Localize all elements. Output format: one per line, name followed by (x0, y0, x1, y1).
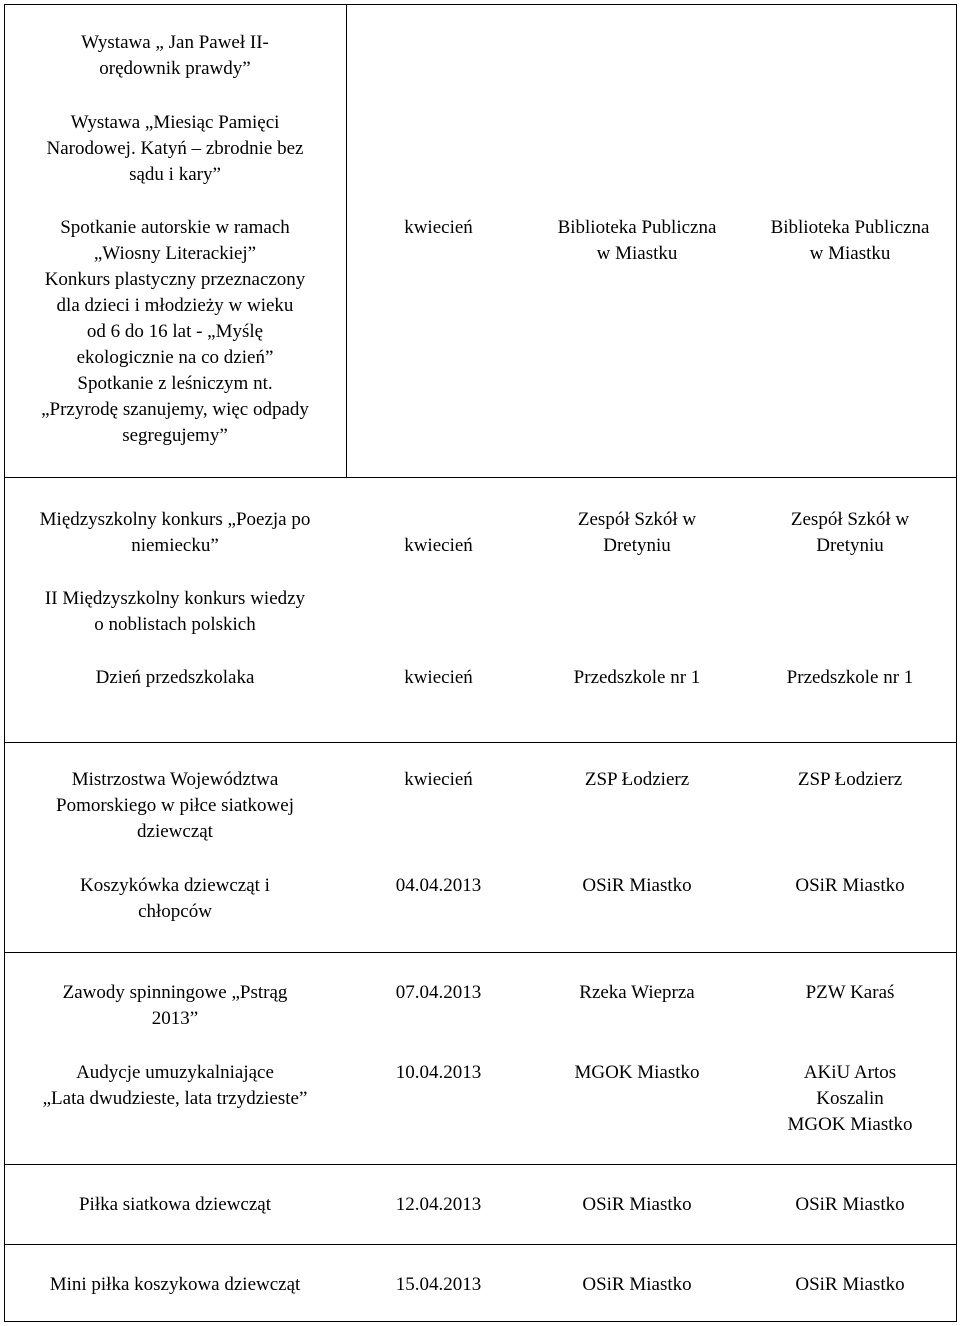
event-line: Audycje umuzykalniające (76, 1062, 274, 1083)
date-text: 04.04.2013 (395, 875, 482, 896)
date-cell (347, 767, 530, 793)
event-line: Mini piłka koszykowa dziewcząt (49, 1274, 301, 1295)
date-text: 10.04.2013 (395, 1062, 482, 1083)
event-line: „Wiosny Literackiej” (93, 243, 257, 264)
event-line: Piłka siatkowa dziewcząt (78, 1194, 272, 1215)
place-cell (531, 1272, 743, 1298)
event-line: Międzyszkolny konkurs „Poezja po (39, 509, 311, 530)
organizer-line: PZW Karaś (805, 982, 895, 1003)
event-line: sądu i kary” (129, 164, 221, 185)
row-divider (4, 952, 957, 953)
event-cell (5, 980, 345, 1032)
event-cell (5, 767, 345, 845)
event-line: niemiecku” (131, 535, 219, 556)
event-line: Dzień przedszkolaka (95, 667, 255, 688)
event-line: II Międzyszkolny konkurs wiedzy (44, 588, 306, 609)
event-cell (5, 665, 345, 691)
place-line: OSiR Miastko (582, 875, 692, 896)
date-cell (347, 533, 530, 559)
table-border-top (4, 4, 957, 5)
organizer-line: OSiR Miastko (795, 875, 905, 896)
place-cell (531, 1060, 743, 1086)
date-cell (347, 980, 530, 1006)
organizer-cell (744, 767, 956, 793)
row-divider (4, 477, 957, 478)
organizer-line: w Miastku (809, 243, 891, 264)
organizer-cell (744, 665, 956, 691)
organizer-cell (744, 980, 956, 1006)
place-line: OSiR Miastko (582, 1194, 692, 1215)
organizer-line: Biblioteka Publiczna (770, 217, 930, 238)
event-cell (5, 30, 345, 82)
place-cell (531, 215, 743, 267)
event-line: „Przyrodę szanujemy, więc odpady (41, 399, 309, 420)
date-text: 12.04.2013 (395, 1194, 482, 1215)
event-line: Konkurs plastyczny przeznaczony (44, 269, 306, 290)
organizer-cell (744, 1272, 956, 1298)
place-line: ZSP Łodzierz (584, 769, 690, 790)
place-cell (531, 980, 743, 1006)
table-border-right (956, 4, 957, 1322)
place-cell (531, 507, 743, 559)
event-line: chłopców (138, 901, 212, 922)
event-line: o noblistach polskich (94, 614, 256, 635)
organizer-line: OSiR Miastko (795, 1194, 905, 1215)
row-divider (4, 742, 957, 743)
date-cell (347, 1060, 530, 1086)
organizer-line: OSiR Miastko (795, 1274, 905, 1295)
date-text: 07.04.2013 (395, 982, 482, 1003)
place-cell (531, 1192, 743, 1218)
place-line: Dretyniu (603, 535, 671, 556)
place-cell (531, 767, 743, 793)
organizer-line: ZSP Łodzierz (797, 769, 903, 790)
organizer-line: MGOK Miastko (787, 1114, 913, 1135)
organizer-cell (744, 507, 956, 559)
event-line: Koszykówka dziewcząt i (80, 875, 270, 896)
organizer-cell (744, 1192, 956, 1218)
event-line: Spotkanie autorskie w ramach (60, 217, 290, 238)
event-line: orędownik prawdy” (99, 58, 251, 79)
event-line: Mistrzostwa Województwa (71, 769, 279, 790)
date-text: kwiecień (404, 535, 473, 556)
place-line: Rzeka Wieprza (579, 982, 695, 1003)
event-line: 2013” (151, 1008, 199, 1029)
event-cell (5, 215, 345, 449)
place-line: Zespół Szkół w (577, 509, 697, 530)
organizer-cell (744, 1060, 956, 1138)
date-cell (347, 1272, 530, 1298)
date-cell (347, 1192, 530, 1218)
organizer-line: AKiU Artos (803, 1062, 897, 1083)
date-text: kwiecień (404, 667, 473, 688)
place-line: MGOK Miastko (574, 1062, 700, 1083)
event-cell (5, 1192, 345, 1218)
table-border-bottom (4, 1321, 957, 1322)
date-cell (347, 665, 530, 691)
organizer-cell (744, 215, 956, 267)
event-line: Zawody spinningowe „Pstrąg (62, 982, 288, 1003)
organizer-line: Koszalin (816, 1088, 884, 1109)
event-line: Spotkanie z leśniczym nt. (77, 373, 273, 394)
organizer-line: Zespół Szkół w (790, 509, 910, 530)
place-cell (531, 873, 743, 899)
event-line: ekologicznie na co dzień” (76, 347, 274, 368)
event-line: segregujemy” (122, 425, 228, 446)
event-line: Wystawa „Miesiąc Pamięci (70, 112, 280, 133)
event-line: Wystawa „ Jan Paweł II- (81, 32, 269, 53)
date-text: kwiecień (404, 769, 473, 790)
row-divider (4, 1244, 957, 1245)
date-text: 15.04.2013 (395, 1274, 482, 1295)
organizer-cell (744, 873, 956, 899)
event-line: dziewcząt (137, 821, 213, 842)
organizer-line: Przedszkole nr 1 (786, 667, 914, 688)
place-cell (531, 665, 743, 691)
event-cell (5, 586, 345, 638)
place-line: w Miastku (596, 243, 678, 264)
place-line: Biblioteka Publiczna (557, 217, 717, 238)
date-cell (347, 215, 530, 241)
date-cell (347, 873, 530, 899)
event-line: od 6 do 16 lat - „Myślę (86, 321, 264, 342)
date-text: kwiecień (404, 217, 473, 238)
table-border-left (4, 4, 5, 1322)
organizer-line: Dretyniu (816, 535, 884, 556)
event-cell (5, 1272, 345, 1298)
event-cell (5, 873, 345, 925)
place-line: OSiR Miastko (582, 1274, 692, 1295)
event-line: dla dzieci i młodzieży w wieku (56, 295, 294, 316)
event-cell (5, 110, 345, 188)
place-line: Przedszkole nr 1 (573, 667, 701, 688)
event-cell (5, 1060, 345, 1112)
event-cell (5, 507, 345, 559)
row-divider (4, 1164, 957, 1165)
event-line: Narodowej. Katyń – zbrodnie bez (46, 138, 304, 159)
event-line: „Lata dwudzieste, lata trzydzieste” (42, 1088, 308, 1109)
event-line: Pomorskiego w piłce siatkowej (56, 795, 294, 816)
